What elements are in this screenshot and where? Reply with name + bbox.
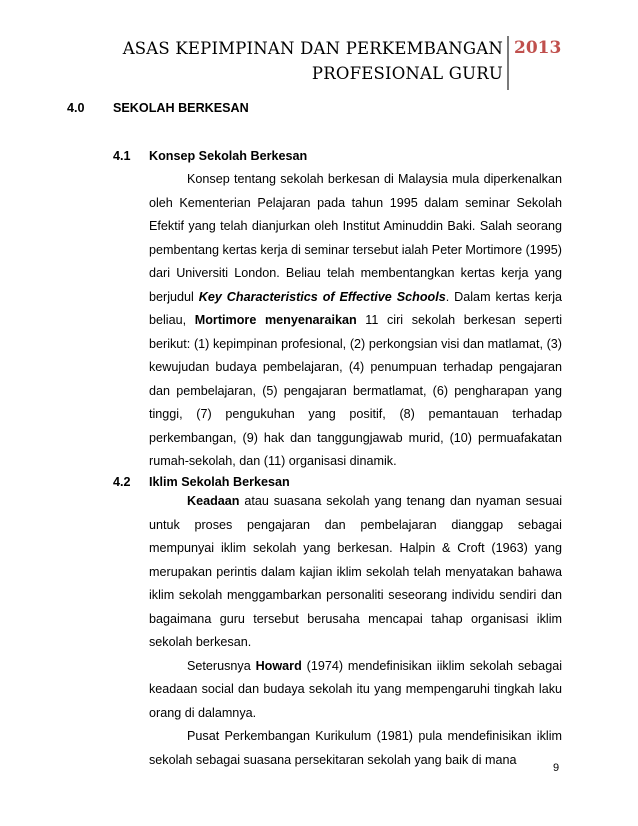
subsection-title-4-2: Iklim Sekolah Berkesan bbox=[149, 475, 290, 489]
subsection-number-4-1: 4.1 bbox=[113, 149, 131, 163]
bold-phrase: Howard bbox=[255, 658, 302, 673]
page-header bbox=[0, 36, 638, 90]
paragraph-text bbox=[149, 490, 562, 655]
section-number: 4.0 bbox=[67, 101, 85, 115]
paragraph-konsep bbox=[149, 168, 562, 474]
paper-title-emphasis: Key Characteristics of Effective Schools bbox=[198, 289, 446, 304]
header-title-line1: ASAS KEPIMPINAN DAN PERKEMBANGAN bbox=[122, 39, 503, 58]
header-title bbox=[123, 36, 503, 86]
header-year: 2013 bbox=[514, 38, 562, 58]
paragraph-text-part: . Dalam kertas kerja beliau, bbox=[149, 289, 563, 327]
paragraph-text-part: Konsep tentang sekolah berkesan di Malaysia mula diperkenalkan oleh Kementerian Pelajaran pada tahun 1995 dalam seminar Sekolah Efektif yang telah dianjurkan oleh Institut Aminuddin Baki. Salah seorang pembentang kertas kerja di seminar tersebut ialah Peter Mortimore (1995) dari Universiti London. Beliau telah membentangkan kertas kerja yang berjudul bbox=[149, 172, 562, 304]
header-title-line2: PROFESIONAL GURU bbox=[311, 64, 503, 83]
section-title: SEKOLAH BERKESAN bbox=[113, 101, 249, 115]
subsection-title-4-1: Konsep Sekolah Berkesan bbox=[149, 149, 308, 163]
subsection-number-4-2: 4.2 bbox=[113, 475, 131, 489]
paragraph-text-part: Pusat Perkembangan Kurikulum (1981) pula mendefinisikan iklim sekolah sebagai suasana persekitaran sekolah yang baik di mana bbox=[149, 729, 562, 767]
paragraph-text bbox=[149, 725, 562, 772]
bold-phrase: Keadaan bbox=[187, 494, 240, 508]
paragraph-text bbox=[149, 655, 562, 726]
header-divider bbox=[507, 36, 509, 90]
paragraph-text-part: (1974) mendefinisikan iiklim sekolah sebagai keadaan social dan budaya sekolah itu yang mempengaruhi tingkah laku orang di dalamnya. bbox=[149, 658, 562, 720]
paragraph-text-part: Seterusnya bbox=[187, 658, 256, 673]
paragraph-text bbox=[149, 168, 562, 474]
bold-phrase: Mortimore menyenaraikan bbox=[194, 313, 357, 327]
paragraph-text-part: 11 ciri sekolah berkesan seperti berikut: (1) kepimpinan profesional, (2) perkongsian visi dan matlamat, (3) kewujudan budaya pembelajaran, (4) penumpuan terhadap pengajaran dan pembelajaran, (5) pengajaran bermatlamat, (6) pengharapan yang tinggi, (7) pengukuhan yang positif, (8) pemantauan terhadap perkembangan, (9) hak dan tanggungjawab murid, (10) permuafakatan rumah-sekolah, dan (11) organisasi dinamik. bbox=[149, 313, 562, 468]
paragraph-iklim bbox=[149, 490, 562, 772]
page-number: 9 bbox=[553, 762, 560, 774]
paragraph-text-part: atau suasana sekolah yang tenang dan nyaman sesuai untuk proses pengajaran dan pembelajaran dianggap sebagai mempunyai iklim sekolah yang berkesan. Halpin & Croft (1963) yang merupakan perintis dalam kajian iklim sekolah telah menyatakan bahawa iklim sekolah menggambarkan personaliti seseorang individu sendiri dan bagaimana guru tersebut berusaha mencapai tahap organisasi iklim sekolah berkesan. bbox=[149, 494, 562, 649]
